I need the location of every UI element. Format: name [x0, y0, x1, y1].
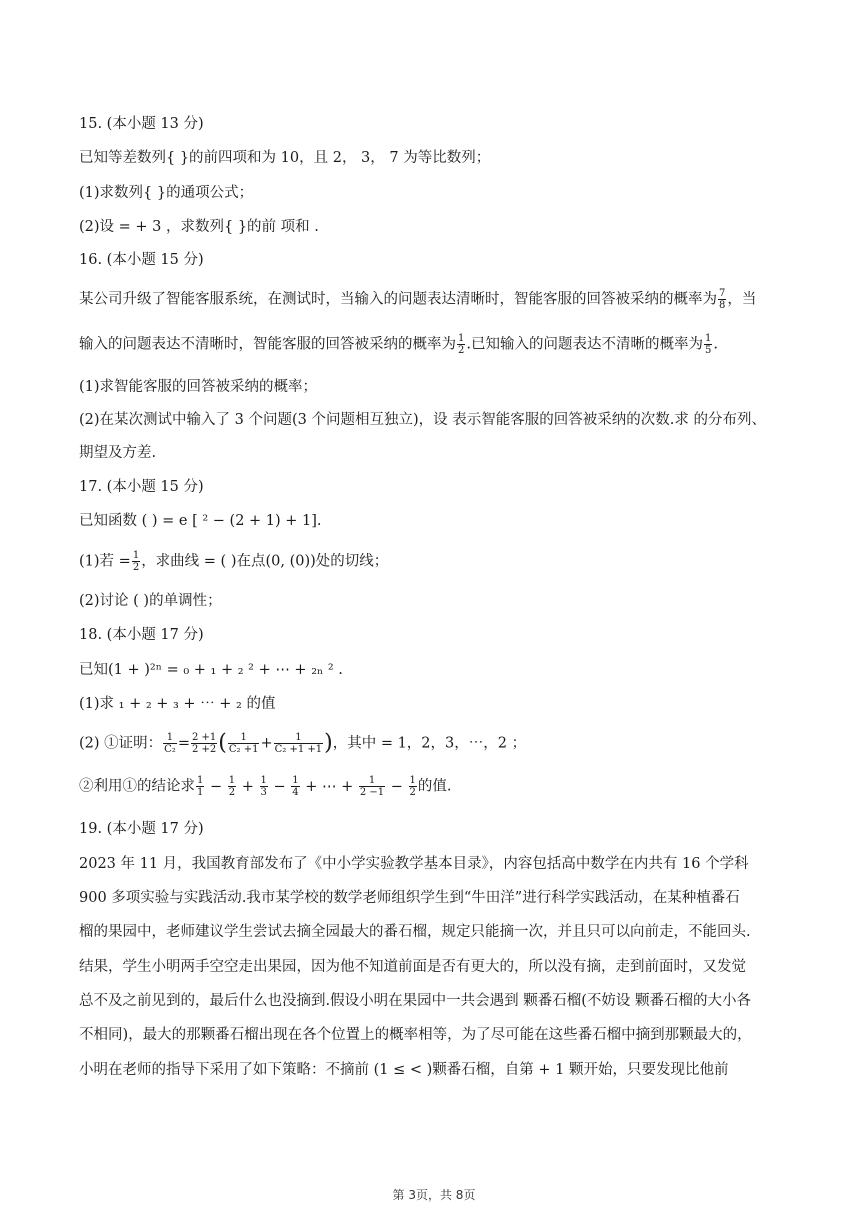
series-fraction	[260, 775, 268, 798]
series-denominator: 3	[260, 787, 267, 798]
q17-stem: 已知函数 ( ) = e [ ² − (2 + 1) + 1].	[79, 513, 322, 529]
q16-part2-line1: (2)在某次测试中输入了 3 个问题(3 个问题相互独立)，设 表示智能客服的回答被采纳的次数.求 的分布列、	[79, 412, 766, 428]
series-numerator: 1	[228, 775, 236, 786]
q19-line-7: 小明在老师的指导下采用了如下策略：不摘前 (1 ≤ < )颗番石榴，自第 + 1 颗开始，只要发现比他前	[79, 1062, 729, 1078]
fraction-7-8: $\frac{7}{8}$	[719, 288, 726, 311]
series-operator: −	[268, 778, 291, 795]
right-paren: )	[324, 730, 333, 756]
q15-part1: (1)求数列{ }的通项公式；	[79, 185, 254, 201]
q16-stem-line1: 某公司升级了智能客服系统，在测试时，当输入的问题表达清晰时，智能客服的回答被采纳的概率为 $\frac{7}{8}$ ，当	[79, 288, 757, 311]
q19-line-2: 900 多项实验与实践活动.我市某学校的数学老师组织学生到“牛田洋”进行科学实践活动，在某种植番石	[79, 890, 740, 906]
series-denominator: 4	[292, 787, 299, 798]
series-numerator: 1	[197, 775, 204, 786]
fraction-1-5: $\frac{1}{5}$	[704, 333, 712, 356]
fraction-term-1: $\frac{1}{\text{C₂ +1}}$	[228, 732, 259, 755]
q17-part1: (1)若 = $\frac{1}{2}$ ，求曲线 = ( )在点(0, (0))处的切线；	[79, 550, 389, 573]
q19-line-3: 榴的果园中，老师建议学生尝试去摘全园最大的番石榴，规定只能摘一次，并且只可以向前走，不能回头.	[79, 924, 751, 940]
q15-stem: 已知等差数列{ }的前四项和为 10，且 2， 3， 7 为等比数列；	[79, 150, 491, 166]
series-numerator: 1	[409, 775, 416, 786]
series-denominator: 2	[409, 787, 416, 798]
fraction-1-2: $\frac{1}{2}$	[458, 333, 465, 356]
page-number: 第 3页，共 8页	[392, 1188, 476, 1202]
series-operator: + ⋯ +	[300, 778, 358, 795]
q18-part2-sum: ②利用①的结论求 $\frac{1}{1}$ − $\frac{1}{2}$ + $\frac{1}{3}$ − $\frac{1}{4}$ + ⋯ + $\frac{1}{2 -1}$ − $\frac{1}{2}$ 的值.	[79, 775, 452, 798]
q19-header: 19. (本小题 17 分)	[79, 821, 204, 837]
q15-part2: (2)设 = + 3 ，求数列{ }的前 项和 .	[79, 219, 319, 235]
series-denominator: 2 −1	[359, 787, 385, 798]
fraction-1-over-c: $\frac{1}{\text{C₂}}$	[164, 732, 176, 755]
q18-part2-proof: (2) ①证明： $\frac{1}{\text{C₂}}$ = $\frac{2 +1}{2 +2}$ ( $\frac{1}{\text{C₂ +1}}$ + $\frac{1}{\text{C₂ +1 +1}}$ )，其中 = 1，2，3，⋯，2 ；	[79, 730, 527, 756]
series-fraction	[409, 775, 417, 798]
series-numerator: 1	[359, 775, 385, 787]
q16-header: 16. (本小题 15 分)	[79, 252, 204, 268]
q19-line-6: 不相同)，最大的那颗番石榴出现在各个位置上的概率相等，为了尽可能在这些番石榴中摘到那颗最大的，	[79, 1027, 752, 1043]
q16-stem-a: 某公司升级了智能客服系统，在测试时，当输入的问题表达清晰时，智能客服的回答被采纳的概率为	[79, 291, 717, 308]
fraction-coefficient: $\frac{2 +1}{2 +2}$	[191, 732, 217, 755]
q19-line-1: 2023 年 11 月，我国教育部发布了《中小学实验教学基本目录》，内容包括高中数学在内共有 16 个学科	[79, 856, 749, 872]
series-denominator: 1	[197, 787, 204, 798]
q15-header: 15. (本小题 13 分)	[79, 116, 204, 132]
series-fraction	[196, 775, 204, 798]
q19-line-4: 结果，学生小明两手空空走出果园，因为他不知道前面是否有更大的，所以没有摘，走到前面时，又发觉	[79, 959, 746, 975]
q16-stem-line2: 输入的问题表达不清晰时，智能客服的回答被采纳的概率为 $\frac{1}{2}$ .已知输入的问题表达不清晰的概率为 $\frac{1}{5}$ .	[79, 333, 718, 356]
fraction-1-2: $\frac{1}{2}$	[132, 550, 140, 573]
series-fraction	[359, 775, 385, 798]
series-numerator: 1	[260, 775, 267, 786]
series-fraction	[228, 775, 236, 798]
series-operator: −	[205, 778, 227, 795]
series-operator: +	[237, 778, 259, 795]
fraction-term-2: $\frac{1}{\text{C₂ +1 +1}}$	[274, 732, 323, 755]
series-operator: −	[386, 778, 408, 795]
q18-stem: 已知(1 + )²ⁿ = ₀ + ₁ + ₂ ² + ⋯ + ₂ₙ ² .	[79, 662, 343, 678]
q16-part1: (1)求智能客服的回答被采纳的概率；	[79, 379, 318, 395]
q16-part2-line2: 期望及方差.	[79, 445, 157, 461]
series-numerator: 1	[292, 775, 299, 786]
q17-header: 17. (本小题 15 分)	[79, 479, 204, 495]
series-denominator: 2	[228, 787, 236, 798]
q19-line-5: 总不及之前见到的，最后什么也没摘到.假设小明在果园中一共会遇到 颗番石榴(不妨设 颗番石榴的大小各	[79, 993, 751, 1009]
q18-header: 18. (本小题 17 分)	[79, 627, 204, 643]
q18-part1: (1)求 ₁ + ₂ + ₃ + ⋯ + ₂ 的值	[79, 696, 276, 712]
left-paren: (	[218, 730, 227, 756]
q17-part2: (2)讨论 ( )的单调性；	[79, 593, 222, 609]
series-fraction	[291, 775, 299, 798]
